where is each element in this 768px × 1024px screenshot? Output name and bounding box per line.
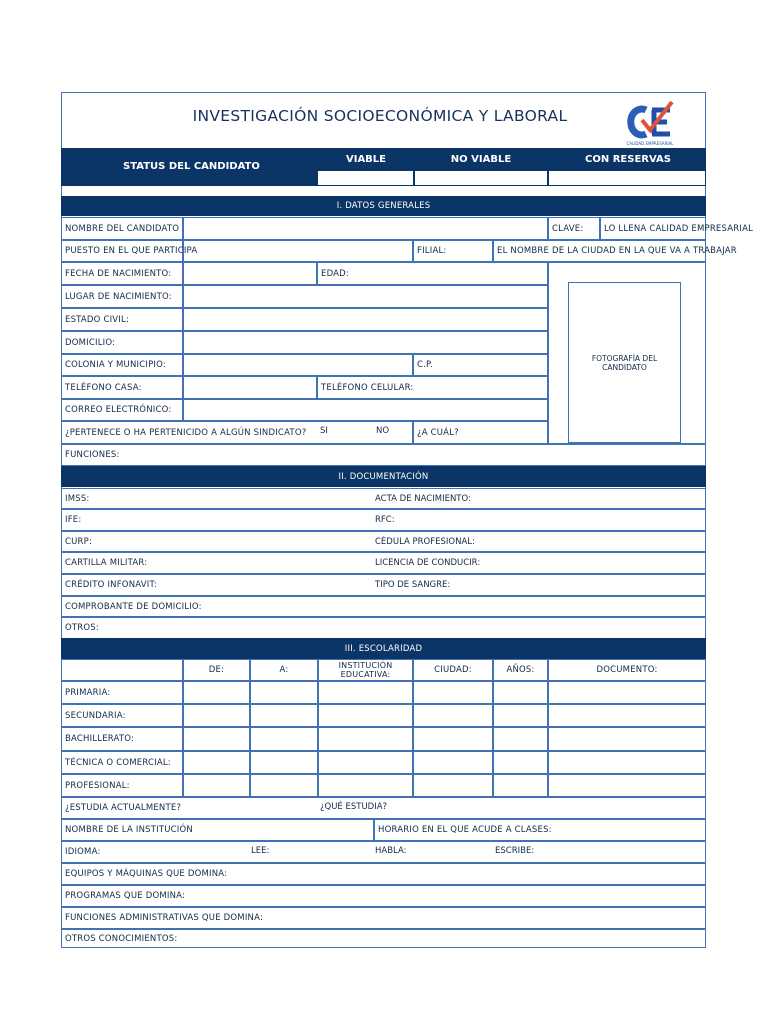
grade-cell[interactable] xyxy=(183,774,250,797)
grade-cell[interactable] xyxy=(413,727,493,751)
label-nombre: NOMBRE DEL CANDIDATO xyxy=(61,217,183,240)
grade-cell[interactable] xyxy=(548,704,706,727)
grade-cell[interactable] xyxy=(183,751,250,774)
grade-cell[interactable] xyxy=(250,681,318,704)
company-logo xyxy=(622,100,678,148)
photo-column xyxy=(548,262,706,444)
section-header-escolaridad: III. ESCOLARIDAD xyxy=(61,638,706,659)
label-fecha-nacimiento: FECHA DE NACIMIENTO: xyxy=(61,262,183,285)
input-domicilio[interactable] xyxy=(183,331,548,354)
viable-checkbox[interactable] xyxy=(318,171,413,185)
doc-row: COMPROBANTE DE DOMICILIO: xyxy=(61,596,706,617)
grade-cell[interactable] xyxy=(493,751,548,774)
grade-cell[interactable] xyxy=(318,681,413,704)
grade-cell[interactable] xyxy=(318,727,413,751)
doc-row-right-label: ACTA DE NACIMIENTO: xyxy=(375,494,471,504)
grade-cell[interactable] xyxy=(548,751,706,774)
grade-cell[interactable] xyxy=(548,774,706,797)
column-header: AÑOS: xyxy=(493,659,548,681)
column-header: CIUDAD: xyxy=(413,659,493,681)
grade-cell[interactable] xyxy=(183,681,250,704)
level-label: PRIMARIA: xyxy=(61,681,183,704)
label-idioma: IDIOMA: xyxy=(61,841,706,863)
doc-row: OTROS: xyxy=(61,617,706,639)
label-edad: EDAD: xyxy=(317,262,548,285)
doc-row-right-label: LICENCIA DE CONDUCIR: xyxy=(375,558,481,568)
doc-row: IMSS: xyxy=(61,488,706,509)
grade-cell[interactable] xyxy=(250,751,318,774)
grade-cell[interactable] xyxy=(548,727,706,751)
input-telefono-casa[interactable] xyxy=(183,376,317,399)
label-colonia: COLONIA Y MUNICIPIO: xyxy=(61,354,183,376)
doc-row-right-label: CÉDULA PROFESIONAL: xyxy=(375,537,475,547)
column-header: DOCUMENTO: xyxy=(548,659,706,681)
column-header: DE: xyxy=(183,659,250,681)
level-label: TÉCNICA O COMERCIAL: xyxy=(61,751,183,774)
grade-cell[interactable] xyxy=(183,727,250,751)
doc-row: CARTILLA MILITAR: xyxy=(61,552,706,574)
doc-row: CRÉDITO INFONAVIT: xyxy=(61,574,706,596)
grade-cell[interactable] xyxy=(318,751,413,774)
grade-cell[interactable] xyxy=(493,727,548,751)
label-que-estudia: ¿QUÉ ESTUDIA? xyxy=(320,802,388,812)
svg-text:CALIDAD EMPRESARIAL: CALIDAD EMPRESARIAL xyxy=(626,141,674,146)
grade-cell[interactable] xyxy=(493,774,548,797)
label-correo: CORREO ELECTRÓNICO: xyxy=(61,399,183,421)
status-option-con-reservas: CON RESERVAS xyxy=(585,154,671,165)
column-header: INSTITUCIÓN EDUCATIVA: xyxy=(318,659,413,681)
grade-cell[interactable] xyxy=(413,751,493,774)
no-viable-checkbox[interactable] xyxy=(415,171,547,185)
doc-row-right-label: RFC: xyxy=(375,515,395,525)
label-habla: HABLA: xyxy=(375,846,407,856)
input-lugar[interactable] xyxy=(183,285,548,308)
label-otros-conocimientos: OTROS CONOCIMIENTOS: xyxy=(61,929,706,948)
input-correo[interactable] xyxy=(183,399,548,421)
grade-cell[interactable] xyxy=(250,704,318,727)
input-nombre[interactable] xyxy=(183,217,548,240)
photo-label: FOTOGRAFÍA DEL CANDIDATO xyxy=(591,353,658,372)
input-estado-civil[interactable] xyxy=(183,308,548,331)
level-label: PROFESIONAL: xyxy=(61,774,183,797)
grade-cell[interactable] xyxy=(493,704,548,727)
column-header: A: xyxy=(250,659,318,681)
label-funciones: FUNCIONES: xyxy=(61,444,706,466)
grade-cell[interactable] xyxy=(250,774,318,797)
label-equipos: EQUIPOS Y MÁQUINAS QUE DOMINA: xyxy=(61,863,706,885)
column-header xyxy=(61,659,183,681)
doc-row: IFE: xyxy=(61,509,706,531)
label-filial: FILIAL: xyxy=(413,240,493,262)
input-colonia[interactable] xyxy=(183,354,413,376)
label-sindicato: ¿PERTENECE O HA PERTENICIDO A ALGÚN SINDICATO? xyxy=(61,421,413,444)
label-escribe: ESCRIBE: xyxy=(495,846,535,856)
label-institucion: NOMBRE DE LA INSTITUCIÓN xyxy=(61,819,374,841)
input-fecha[interactable] xyxy=(183,262,317,285)
status-option-no-viable: NO VIABLE xyxy=(450,154,512,165)
label-lee: LEE: xyxy=(251,846,270,856)
grade-cell[interactable] xyxy=(413,774,493,797)
label-estudia: ¿ESTUDIA ACTUALMENTE? xyxy=(61,797,706,819)
grade-cell[interactable] xyxy=(413,704,493,727)
label-lugar: LUGAR DE NACIMIENTO: xyxy=(61,285,183,308)
label-horario: HORARIO EN EL QUE ACUDE A CLASES: xyxy=(374,819,706,841)
section-header-documentacion: II. DOCUMENTACIÓN xyxy=(61,466,706,487)
label-estado-civil: ESTADO CIVIL: xyxy=(61,308,183,331)
form-title: INVESTIGACIÓN SOCIOECONÓMICA Y LABORAL xyxy=(192,107,568,125)
doc-row-right-label: TIPO DE SANGRE: xyxy=(375,580,451,590)
label-clave: CLAVE: xyxy=(548,217,600,240)
grade-cell[interactable] xyxy=(413,681,493,704)
label-programas: PROGRAMAS QUE DOMINA: xyxy=(61,885,706,907)
status-option-viable: VIABLE xyxy=(345,154,387,165)
grade-cell[interactable] xyxy=(250,727,318,751)
grade-cell[interactable] xyxy=(493,681,548,704)
label-cp: C.P. xyxy=(413,354,548,376)
grade-cell[interactable] xyxy=(183,704,250,727)
grade-cell[interactable] xyxy=(318,774,413,797)
level-label: BACHILLERATO: xyxy=(61,727,183,751)
grade-cell[interactable] xyxy=(548,681,706,704)
status-label: STATUS DEL CANDIDATO xyxy=(123,161,260,172)
label-domicilio: DOMICILIO: xyxy=(61,331,183,354)
section-header-datos: I. DATOS GENERALES xyxy=(61,196,706,216)
sindicato-si: SI xyxy=(320,426,328,436)
sindicato-no: NO xyxy=(376,426,390,436)
value-filial: EL NOMBRE DE LA CIUDAD EN LA QUE VA A TRABAJAR xyxy=(493,240,706,262)
label-puesto: PUESTO EN EL QUE PARTICIPA xyxy=(61,240,183,262)
label-telefono-casa: TELÉFONO CASA: xyxy=(61,376,183,399)
label-cual: ¿A CUÁL? xyxy=(413,421,548,444)
con-reservas-checkbox[interactable] xyxy=(549,171,705,185)
input-puesto[interactable] xyxy=(183,240,413,262)
doc-row: CURP: xyxy=(61,531,706,552)
label-funciones-administrativas: FUNCIONES ADMINISTRATIVAS QUE DOMINA: xyxy=(61,907,706,929)
level-label: SECUNDARIA: xyxy=(61,704,183,727)
grade-cell[interactable] xyxy=(318,704,413,727)
label-telefono-celular: TELÉFONO CELULAR: xyxy=(317,376,548,399)
value-clave: LO LLENA CALIDAD EMPRESARIAL xyxy=(600,217,706,240)
